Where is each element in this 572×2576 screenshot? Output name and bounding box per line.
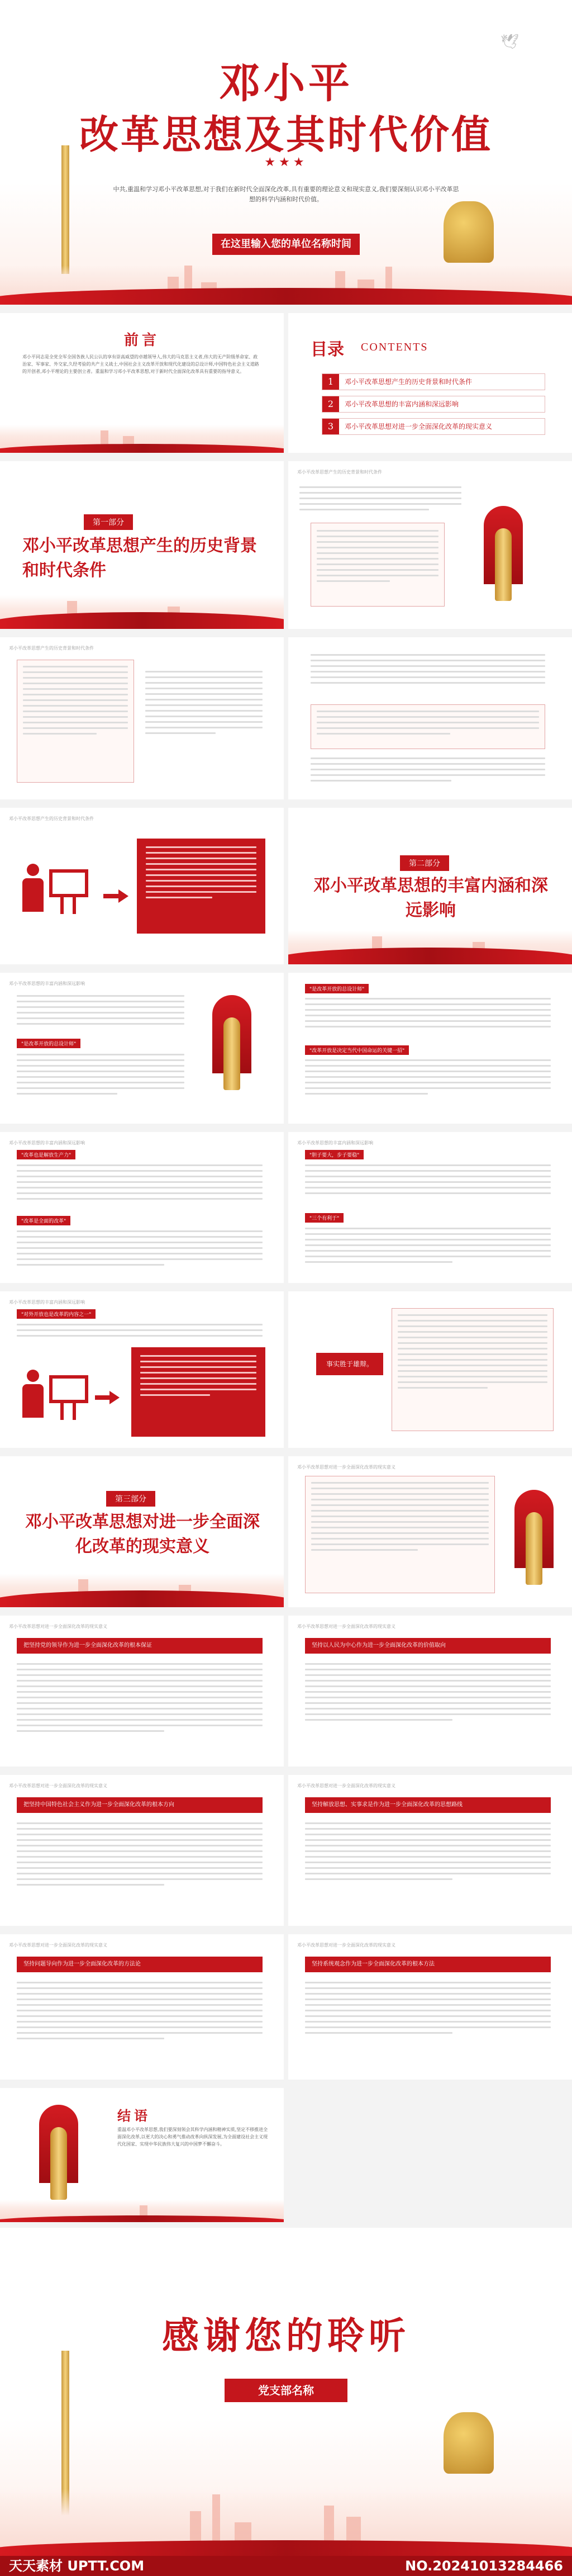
part-tag: 第一部分: [84, 514, 133, 530]
golden-lion-icon: [444, 201, 494, 263]
huabiao-statue: [478, 506, 528, 607]
part1-content-slide: 邓小平改革思想产生的历史背景和时代条件: [288, 461, 572, 629]
contents-heading-en: CONTENTS: [361, 341, 428, 353]
contents-item[interactable]: 1 邓小平改革思想产生的历史背景和时代条件: [322, 373, 545, 390]
part2-text-slide: 邓小平改革思想的丰富内涵和深远影响 "改革也是解放生产力" "改革是全面的改革": [0, 1132, 284, 1283]
part3-callout-slide: 邓小平改革思想对进一步全面深化改革的现实意义 坚持问题导向作为进一步全面深化改革的方法论: [0, 1934, 284, 2080]
part1-text-slide: [288, 637, 572, 799]
unit-name-box[interactable]: 在这里输入您的单位名称时间: [212, 234, 360, 255]
content-box: [311, 523, 445, 607]
red-ribbon: [0, 444, 284, 453]
conclusion-text: 重温邓小平改革思想,我们要深刻领会其科学内涵和精神实质,坚定不移推进全面深化改革,以更大的决心和勇气推动改革向纵深发展,为全面建设社会主义现代化国家、实现中华民族伟大复兴的中国梦不懈奋斗。: [117, 2127, 268, 2147]
footer-brand[interactable]: 天天素材 UPTT.COM: [9, 2558, 145, 2574]
huabiao-statue: [34, 2105, 84, 2205]
part-title: 邓小平改革思想产生的历史背景和时代条件: [22, 536, 257, 580]
part1-divider-slide: [0, 461, 284, 629]
callout-bar: 把坚持中国特色社会主义作为进一步全面深化改革的根本方向: [17, 1797, 263, 1813]
contents-heading: 目录: [311, 340, 344, 359]
part2-text-slide: 邓小平改革思想的丰富内涵和深远影响 "胆子要大，步子要稳" "三个有利于": [288, 1132, 572, 1283]
quote-tag: "三个有利于": [305, 1213, 344, 1223]
contents-slide: [288, 313, 572, 453]
cover-slide: [0, 0, 572, 305]
callout-bar: 坚持以人民为中心作为进一步全面深化改革的价值取向: [305, 1638, 551, 1654]
part-title: 邓小平改革思想的丰富内涵和深远影响: [313, 876, 548, 920]
part2-summary-slide: 邓小平改革思想的丰富内涵和深远影响 "对外开放也是改革的内容之一": [0, 1291, 284, 1448]
red-ribbon: [0, 288, 572, 305]
conclusion-slide: [0, 2088, 284, 2222]
quote-tag: "改革也是解放生产力": [17, 1150, 75, 1159]
part3-callout-slide: 邓小平改革思想对进一步全面深化改革的现实意义 坚持解放思想、实事求是作为进一步全面深化改革的思想路线: [288, 1775, 572, 1926]
part3-callout-slide: 邓小平改革思想对进一步全面深化改革的现实意义 把坚持中国特色社会主义作为进一步全面深化改革的根本方向: [0, 1775, 284, 1926]
footer-bar: [0, 2556, 572, 2576]
quote-tag: "是改革开放的总设计师": [17, 1039, 80, 1048]
callout-bar: 把坚持党的领导作为进一步全面深化改革的根本保证: [17, 1638, 263, 1654]
part2-divider-slide: [288, 808, 572, 964]
dove-icon: 🕊: [500, 34, 519, 50]
part3-callout-slide: 邓小平改革思想对进一步全面深化改革的现实意义 把坚持党的领导作为进一步全面深化改革的根本保证: [0, 1616, 284, 1767]
callout-bar: 坚持系统观念作为进一步全面深化改革的根本方法: [305, 1957, 551, 1972]
summary-label: 事实胜于雄辩。: [316, 1353, 383, 1375]
part-tag: 第二部分: [400, 855, 449, 871]
thanks-slide: [0, 2228, 572, 2576]
part3-divider-slide: [0, 1456, 284, 1607]
teacher-icon: [22, 1370, 89, 1431]
quote-tag: "对外开放也是改革的内容之一": [17, 1309, 96, 1319]
part3-callout-slide: 邓小平改革思想对进一步全面深化改革的现实意义 坚持系统观念作为进一步全面深化改革的根本方法: [288, 1934, 572, 2080]
part2-summary-slide: [288, 1291, 572, 1448]
cover-title-line1: 邓小平: [219, 59, 353, 107]
cover-subtitle: 中共,重温和学习邓小平改革思想,对于我们在新时代全面深化改革,具有重要的理论意义和现实意义,我们要深刻认识邓小平改革思想的科学内涵和时代价值。: [113, 186, 459, 203]
contents-item[interactable]: 2 邓小平改革思想的丰富内涵和深远影响: [322, 396, 545, 413]
quote-tag: "胆子要大，步子要稳": [305, 1150, 364, 1159]
preface-slide: [0, 313, 284, 453]
conclusion-heading: 结语: [117, 2108, 151, 2124]
part3-callout-slide: 邓小平改革思想对进一步全面深化改革的现实意义 坚持以人民为中心作为进一步全面深化改革的价值取向: [288, 1616, 572, 1767]
thanks-title: 感谢您的聆听: [162, 2314, 410, 2357]
part1-summary-slide: 邓小平改革思想产生的历史背景和时代条件: [0, 808, 284, 964]
org-name-box[interactable]: 党支部名称: [225, 2379, 347, 2402]
quote-tag: "改革开放是决定当代中国命运的关键一招": [305, 1045, 409, 1055]
callout-bar: 坚持问题导向作为进一步全面深化改革的方法论: [17, 1957, 263, 1972]
quote-tag: "是改革开放的总设计师": [305, 984, 369, 993]
contents-item[interactable]: 3 邓小平改革思想对进一步全面深化改革的现实意义: [322, 418, 545, 435]
part-tag: 第三部分: [106, 1491, 155, 1507]
part3-text-slide: 邓小平改革思想对进一步全面深化改革的现实意义: [288, 1456, 572, 1607]
part1-text-slide: 邓小平改革思想产生的历史背景和时代条件: [0, 637, 284, 799]
huabiao-statue: [207, 995, 257, 1096]
cover-title-line2: 改革思想及其时代价值: [79, 111, 493, 158]
part2-text-slide: [288, 973, 572, 1124]
huabiao-statue: [509, 1490, 559, 1590]
preface-text: 邓小平同志是全党全军全国各族人民公认的享有崇高威望的卓越领导人,伟大的马克思主义者,伟大的无产阶级革命家、政治家、军事家、外交家,久经考验的共产主义战士,中国社会主义改革开放和现代化建设的总设计师,中国特色社会主义道路的开创者,邓小平理论的主要创立者。重温和学习邓小平改革思想,对于新时代全面深化改革具有重要的指导意义。: [22, 354, 259, 374]
preface-heading: 前言: [123, 332, 160, 349]
red-text-box: [137, 839, 265, 934]
part-title: 邓小平改革思想对进一步全面深化改革的现实意义: [25, 1512, 260, 1556]
red-text-box: [131, 1347, 265, 1437]
quote-tag: "改革是全面的改革": [17, 1216, 70, 1225]
golden-lion-icon: [444, 2412, 494, 2474]
callout-bar: 坚持解放思想、实事求是作为进一步全面深化改革的思想路线: [305, 1797, 551, 1813]
footer-id: NO.20241013284466: [405, 2558, 563, 2574]
stars-decoration: ★★★: [264, 155, 308, 169]
teacher-icon: [22, 864, 89, 925]
part2-text-slide: 邓小平改革思想的丰富内涵和深远影响 "是改革开放的总设计师": [0, 973, 284, 1124]
